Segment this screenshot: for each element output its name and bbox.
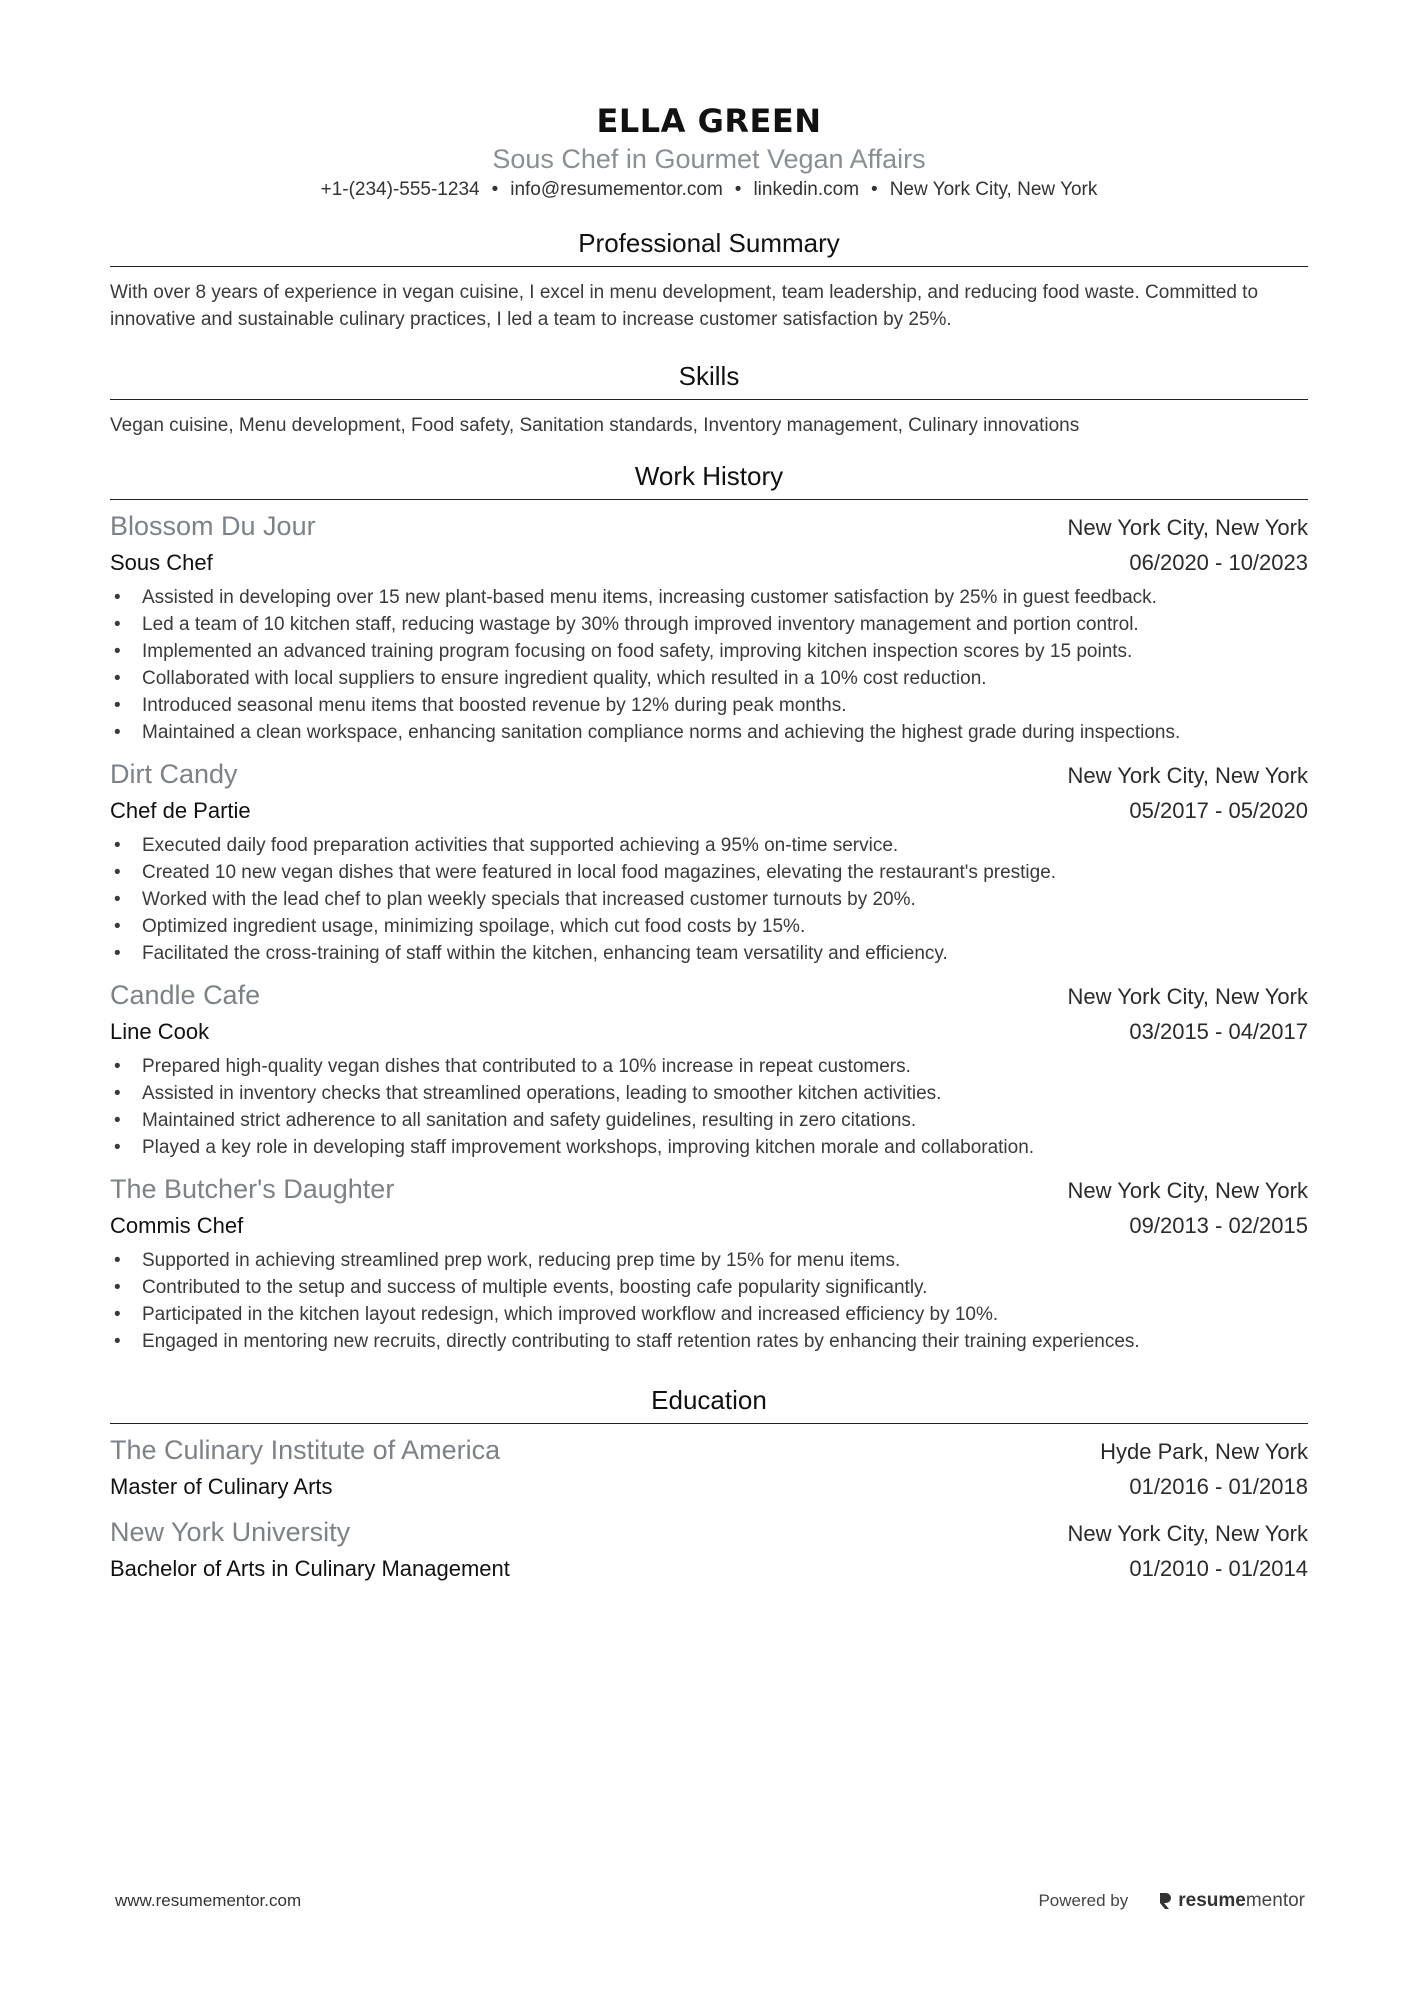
section-heading-summary: Professional Summary — [110, 226, 1308, 267]
candidate-name: ELLA GREEN — [596, 102, 822, 140]
job-bullet: • Participated in the kitchen layout redesign, which improved workflow and increased efficiency by 10%. — [110, 1301, 1308, 1328]
candidate-title: Sous Chef in Gourmet Vegan Affairs — [492, 144, 926, 174]
contact-line — [110, 176, 1308, 204]
resume-page — [110, 100, 1308, 1586]
job-bullet: • Engaged in mentoring new recruits, directly contributing to staff retention rates by enhancing their training experiences. — [110, 1328, 1308, 1355]
brand-name-bold: resume — [1178, 1890, 1246, 1911]
job-role-row — [110, 1209, 1308, 1243]
brand-logo[interactable] — [1158, 1890, 1305, 1912]
education-dates: 01/2016 - 01/2018 — [1129, 1474, 1308, 1499]
job-bullet: • Implemented an advanced training program focusing on food safety, improving kitchen inspection scores by 15 points. — [110, 638, 1308, 665]
separator-dot: • — [491, 179, 499, 200]
education-location: Hyde Park, New York — [1100, 1439, 1308, 1464]
resume-header — [110, 100, 1308, 204]
school-list — [110, 1432, 1308, 1586]
education-school: New York University — [110, 1517, 351, 1547]
job-bullets — [110, 1053, 1308, 1161]
job-entry — [110, 977, 1308, 1161]
education-school: The Culinary Institute of America — [110, 1435, 501, 1465]
job-bullet: • Led a team of 10 kitchen staff, reducing wastage by 30% through improved inventory management and portion control. — [110, 611, 1308, 638]
education-location: New York City, New York — [1067, 1521, 1308, 1546]
separator-dot: • — [871, 179, 878, 200]
separator-dot: • — [734, 179, 742, 200]
job-dates: 09/2013 - 02/2015 — [1129, 1213, 1308, 1238]
education-degree-row — [110, 1552, 1308, 1586]
section-heading-work: Work History — [110, 459, 1308, 500]
job-company: Dirt Candy — [110, 759, 238, 789]
skills-section — [110, 359, 1308, 439]
job-entry — [110, 508, 1308, 746]
contact-linkedin[interactable]: linkedin.com — [753, 179, 860, 200]
job-role: Sous Chef — [110, 550, 213, 575]
job-bullet: • Maintained a clean workspace, enhancing sanitation compliance norms and achieving the highest grade during inspections. — [110, 719, 1308, 746]
job-dates: 06/2020 - 10/2023 — [1129, 550, 1308, 575]
job-bullet: • Collaborated with local suppliers to ensure ingredient quality, which resulted in a 10% cost reduction. — [110, 665, 1308, 692]
job-bullet: • Created 10 new vegan dishes that were featured in local food magazines, elevating the restaurant's prestige. — [110, 859, 1308, 886]
job-bullets — [110, 1247, 1308, 1355]
job-bullet: • Introduced seasonal menu items that boosted revenue by 12% during peak months. — [110, 692, 1308, 719]
job-header-row — [110, 1171, 1308, 1209]
job-entry — [110, 1171, 1308, 1355]
education-entry — [110, 1514, 1308, 1586]
job-location: New York City, New York — [1067, 763, 1308, 788]
job-bullet: • Prepared high-quality vegan dishes that contributed to a 10% increase in repeat customers. — [110, 1053, 1308, 1080]
education-header-row — [110, 1514, 1308, 1552]
job-role-row — [110, 1015, 1308, 1049]
section-heading-skills: Skills — [110, 359, 1308, 400]
education-entry — [110, 1432, 1308, 1504]
job-location: New York City, New York — [1067, 515, 1308, 540]
job-header-row — [110, 508, 1308, 546]
footer-website[interactable]: www.resumementor.com — [115, 1891, 302, 1910]
job-role-row — [110, 794, 1308, 828]
job-dates: 03/2015 - 04/2017 — [1129, 1019, 1308, 1044]
education-dates: 01/2010 - 01/2014 — [1129, 1556, 1308, 1581]
brand-name-light: mentor — [1245, 1890, 1305, 1911]
education-header-row — [110, 1432, 1308, 1470]
job-bullet: • Assisted in developing over 15 new plant-based menu items, increasing customer satisfaction by 25% in guest feedback. — [110, 584, 1308, 611]
job-list — [110, 508, 1308, 1355]
job-company: Blossom Du Jour — [110, 511, 316, 541]
job-bullet: • Maintained strict adherence to all sanitation and safety guidelines, resulting in zero citations. — [110, 1107, 1308, 1134]
job-dates: 05/2017 - 05/2020 — [1129, 798, 1308, 823]
summary-text: With over 8 years of experience in vegan cuisine, I excel in menu development, team leadership, and reducing food waste. Committed to innovative and sustainable culinary practices, I led a team to increase customer satisfaction by 25%. — [110, 282, 1259, 330]
job-bullet: • Played a key role in developing staff improvement workshops, improving kitchen morale and collaboration. — [110, 1134, 1308, 1161]
work-section — [110, 459, 1308, 1355]
job-header-row — [110, 977, 1308, 1015]
job-company: Candle Cafe — [110, 980, 261, 1010]
job-entry — [110, 756, 1308, 967]
job-bullets — [110, 584, 1308, 746]
contact-email[interactable]: info@resumementor.com — [510, 179, 723, 200]
job-header-row — [110, 756, 1308, 794]
job-bullets — [110, 832, 1308, 967]
job-location: New York City, New York — [1067, 984, 1308, 1009]
job-bullet: • Supported in achieving streamlined prep work, reducing prep time by 15% for menu items. — [110, 1247, 1308, 1274]
job-bullet: • Assisted in inventory checks that streamlined operations, leading to smoother kitchen activities. — [110, 1080, 1308, 1107]
section-heading-education: Education — [110, 1383, 1308, 1424]
job-role: Line Cook — [110, 1019, 210, 1044]
powered-by-label: Powered by — [1038, 1891, 1129, 1910]
education-degree: Master of Culinary Arts — [110, 1474, 333, 1499]
job-bullet: • Contributed to the setup and success of multiple events, boosting cafe popularity significantly. — [110, 1274, 1308, 1301]
contact-location: New York City, New York — [889, 179, 1098, 200]
job-bullet: • Executed daily food preparation activities that supported achieving a 95% on-time service. — [110, 832, 1308, 859]
education-section — [110, 1383, 1308, 1586]
education-degree: Bachelor of Arts in Culinary Management — [110, 1556, 510, 1581]
summary-section — [110, 226, 1308, 333]
job-role-row — [110, 546, 1308, 580]
job-location: New York City, New York — [1067, 1178, 1308, 1203]
education-degree-row — [110, 1470, 1308, 1504]
job-role: Chef de Partie — [110, 798, 251, 823]
footer-brand — [1038, 1890, 1305, 1912]
job-bullet: • Worked with the lead chef to plan weekly specials that increased customer turnouts by 20%. — [110, 886, 1308, 913]
page-footer — [115, 1890, 1305, 1912]
job-bullet: • Facilitated the cross-training of staff within the kitchen, enhancing team versatility and efficiency. — [110, 940, 1308, 967]
job-bullet: • Optimized ingredient usage, minimizing spoilage, which cut food costs by 15%. — [110, 913, 1308, 940]
contact-phone: +1-(234)-555-1234 — [320, 179, 480, 200]
resumementor-logo-icon — [1158, 1891, 1172, 1911]
job-role: Commis Chef — [110, 1213, 244, 1238]
job-company: The Butcher's Daughter — [110, 1174, 395, 1204]
skills-text: Vegan cuisine, Menu development, Food safety, Sanitation standards, Inventory management, Culinary innovations — [110, 415, 1080, 436]
